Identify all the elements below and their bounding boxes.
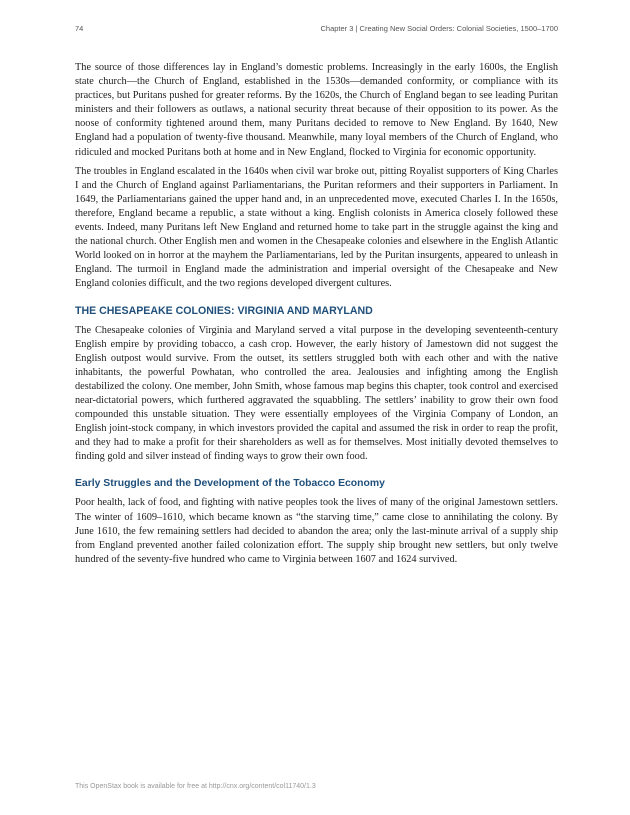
page-footer: This OpenStax book is available for free at http://cnx.org/content/col11740/1.3 [75, 783, 316, 790]
body-paragraph: The source of those differences lay in England’s domestic problems. Increasingly in the early 1600s, the English state church—the Church of England, established in the 1530s—demanded conformity, or compliance with its practices, but Puritans pushed for greater reforms. By the 1620s, the Church of England began to see leading Puritan ministers and their followers as outlaws, a national security threat because of their opposition to its power. As the noose of conformity tightened around them, many Puritans decided to remove to New England. By 1640, New England had a population of twenty-five thousand. Meanwhile, many loyal members of the Church of England, who ridiculed and mocked Puritans both at home and in New England, flocked to Virginia for economic opportunity. [75, 62, 558, 158]
body-paragraph: Poor health, lack of food, and fighting with native peoples took the lives of many of the original Jamestown settlers. The winter of 1609–1610, which became known as “the starving time,” came close to annihilating the colony. By June 1610, the few remaining settlers had decided to abandon the area; only the last-minute arrival of a supply ship from England prevented another failed colonization effort. The supply ship brought new settlers, but only twelve hundred of the seventy-five hundred who came to Virginia between 1607 and 1624 survived. [75, 497, 558, 565]
page-header [75, 24, 558, 38]
subsection-heading: Early Struggles and the Development of the Tobacco Economy [75, 478, 385, 490]
body-paragraph: The troubles in England escalated in the 1640s when civil war broke out, pitting Royalist supporters of King Charles I and the Church of England against Parliamentarians, the Puritan reformers and their supporters in Parliament. In 1649, the Parliamentarians gained the upper hand and, in an unprecedented move, executed Charles I. In the 1650s, therefore, England became a republic, a state without a king. English colonists in America closely followed these events. Indeed, many Puritans left New England and returned home to take part in the struggle against the king and the national church. Other English men and women in the Chesapeake colonies and elsewhere in the English Atlantic World looked on in horror at the mayhem the Parliamentarians, led by the Puritan insurgents, appeared to unleash in England. The turmoil in England made the administration and imperial oversight of the Chesapeake and New England colonies difficult, and the two regions developed divergent cultures. [75, 165, 558, 290]
running-title: Chapter 3 | Creating New Social Orders: Colonial Societies, 1500–1700 [320, 24, 558, 33]
page-number: 74 [75, 24, 84, 33]
page-content [75, 61, 558, 572]
section-heading: THE CHESAPEAKE COLONIES: VIRGINIA AND MARYLAND [75, 304, 373, 317]
body-paragraph: The Chesapeake colonies of Virginia and Maryland served a vital purpose in the developing seventeenth-century English empire by providing tobacco, a cash crop. However, the early history of Jamestown did not suggest the English outpost would survive. From the outset, its settlers struggled both with each other and with the native inhabitants, the powerful Powhatan, who controlled the area. Jealousies and infighting among the English destabilized the colony. One member, John Smith, whose famous map begins this chapter, took control and exercised near-dictatorial powers, which furthered aggravated the squabbling. The settlers’ inability to grow their own food compounded this unstable situation. They were essentially employees of the Virginia Company of London, an English joint-stock company, in which investors provided the capital and assumed the risk in order to reap the profit, and they had to make a profit for their shareholders as well as for themselves. Most initially devoted themselves to finding gold and silver instead of finding ways to grow their own food. [75, 324, 558, 463]
